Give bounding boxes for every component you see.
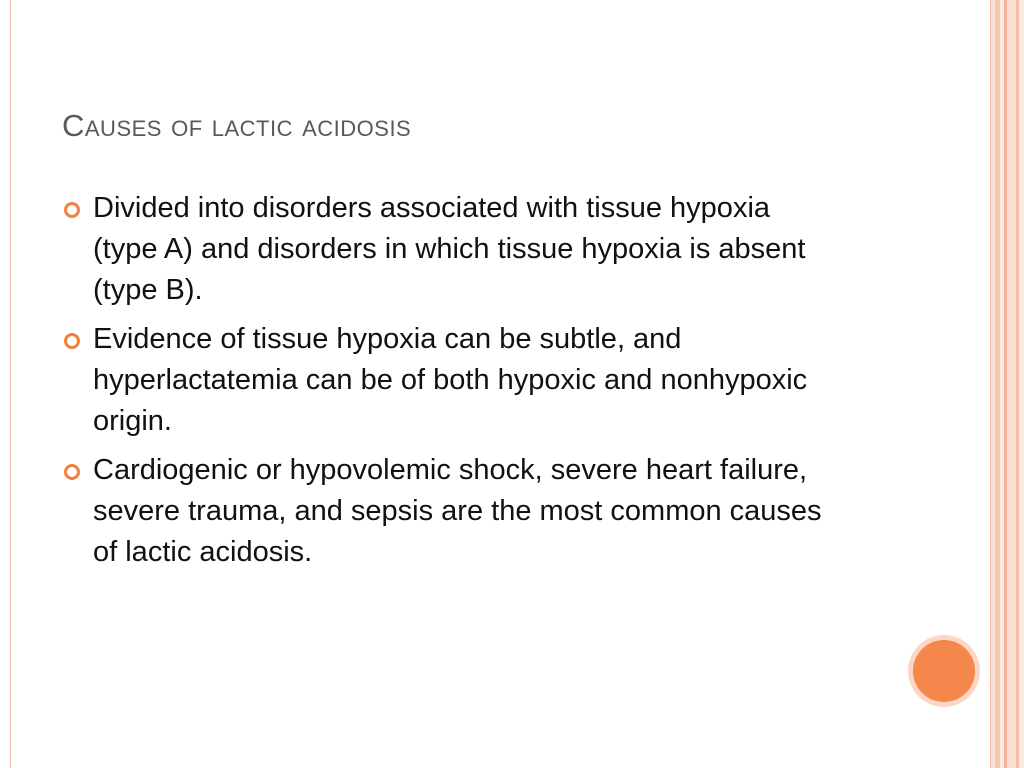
bullet-text: Evidence of tissue hypoxia can be subtle, and hyperlactatemia can be of both hypoxic and nonhypoxic origin. xyxy=(93,323,808,437)
bullet-item xyxy=(62,319,822,442)
bullet-list xyxy=(62,188,822,581)
bullet-item xyxy=(62,450,822,573)
decorative-stripe xyxy=(1019,0,1024,768)
bullet-text: Cardiogenic or hypovolemic shock, severe heart failure, severe trauma, and sepsis are the most common causes of lactic acidosis. xyxy=(93,454,822,568)
bullet-text: Divided into disorders associated with tissue hypoxia (type A) and disorders in which tissue hypoxia is absent (type B). xyxy=(93,192,806,306)
hollow-circle-bullet-icon xyxy=(64,464,80,480)
slide-title: Causes of lactic acidosis xyxy=(62,108,412,143)
orange-circle-icon xyxy=(913,640,975,702)
bullet-item xyxy=(62,188,822,311)
decorative-stripe xyxy=(1007,0,1016,768)
hollow-circle-bullet-icon xyxy=(64,333,80,349)
hollow-circle-bullet-icon xyxy=(64,202,80,218)
